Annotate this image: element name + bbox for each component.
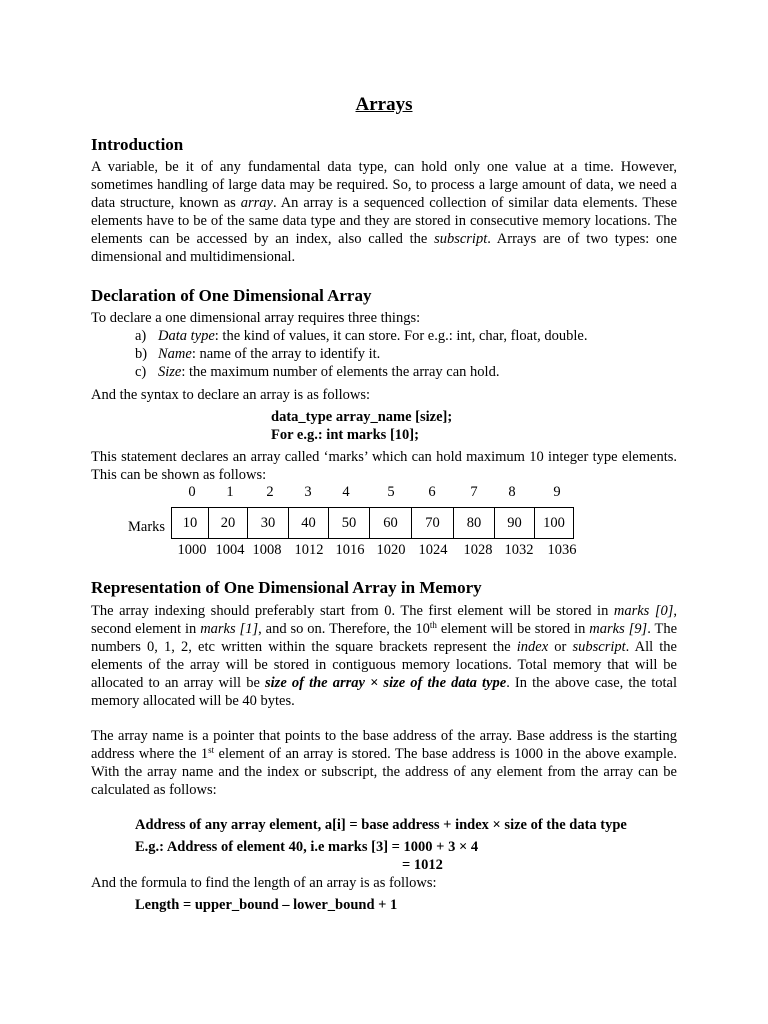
- base-address-paragraph: The array name is a pointer that points to the base address of the array. Base address is the starting address where the 1st element of an array is stored. The base address is 1000 in the above example. With the array name and the index or subscript, the address of any element from the array can be calculated as follows:: [91, 728, 677, 798]
- address-label: 1004: [215, 542, 245, 558]
- list-item: c) Size: the maximum number of elements the array can hold.: [135, 364, 500, 380]
- index-label: 9: [553, 484, 561, 500]
- array-cell: 20: [208, 507, 248, 539]
- address-label: 1024: [418, 542, 448, 558]
- address-label: 1012: [294, 542, 324, 558]
- index-label: 6: [428, 484, 436, 500]
- statement-paragraph: This statement declares an array called ‘marks’ which can hold maximum 10 integer type elements. This can be shown as follows:: [91, 449, 677, 483]
- representation-heading: Representation of One Dimensional Array in Memory: [91, 578, 482, 597]
- address-label: 1016: [335, 542, 365, 558]
- index-label: 7: [470, 484, 478, 500]
- array-cell: 100: [534, 507, 574, 539]
- index-label: 0: [188, 484, 196, 500]
- array-cell: 40: [288, 507, 329, 539]
- page-title: Arrays: [355, 94, 413, 115]
- address-example-result: = 1012: [402, 857, 443, 873]
- address-label: 1008: [252, 542, 282, 558]
- index-label: 8: [508, 484, 516, 500]
- address-formula: Address of any array element, a[i] = base address + index × size of the data type: [135, 817, 627, 833]
- syntax-example: For e.g.: int marks [10];: [271, 427, 419, 443]
- index-label: 3: [304, 484, 312, 500]
- index-label: 4: [342, 484, 350, 500]
- address-label: 1020: [376, 542, 406, 558]
- syntax-lead: And the syntax to declare an array is as follows:: [91, 387, 371, 403]
- array-cell: 50: [328, 507, 370, 539]
- address-label: 1032: [504, 542, 534, 558]
- array-cell: 70: [411, 507, 454, 539]
- declaration-lead: To declare a one dimensional array requires three things:: [91, 310, 421, 326]
- representation-paragraph: The array indexing should preferably start from 0. The first element will be stored in marks [0], second element in marks [1], and so on. Therefore, the 10th element will be stored in marks [9]. The numbers 0, 1, 2, etc written within the square brackets represent the index or subscript. All the elements of the array will be stored in contiguous memory locations. Total memory that will be allocated to an array will be size of the array × size of the data type. In the above case, the total memory allocated will be 40 bytes.: [91, 603, 678, 709]
- syntax-line: data_type array_name [size];: [271, 409, 453, 425]
- index-label: 1: [226, 484, 234, 500]
- address-label: 1036: [547, 542, 577, 558]
- array-cell: 10: [171, 507, 209, 539]
- length-formula: Length = upper_bound – lower_bound + 1: [135, 897, 398, 913]
- list-item: a) Data type: the kind of values, it can store. For e.g.: int, char, float, double.: [135, 328, 588, 344]
- list-item: b) Name: name of the array to identify it.: [135, 346, 381, 362]
- array-cell: 30: [247, 507, 289, 539]
- declaration-heading: Declaration of One Dimensional Array: [91, 286, 372, 305]
- array-name-label: Marks: [128, 519, 166, 535]
- requirements-list: [135, 327, 587, 381]
- array-cell: 60: [369, 507, 412, 539]
- length-lead: And the formula to find the length of an array is as follows:: [91, 875, 437, 891]
- address-label: 1028: [463, 542, 493, 558]
- intro-paragraph: A variable, be it of any fundamental data type, can hold only one value at a time. However, sometimes handling of large data may be required. So, to process a large amount of data, we need a data structure, known as array. An array is a sequenced collection of similar data elements. These elements have to be of the same data type and they are stored in consecutive memory locations. The elements can be accessed by an index, also called the subscript. Arrays are of two types: one dimensional and multidimensional.: [91, 159, 678, 265]
- index-label: 5: [387, 484, 395, 500]
- address-example: E.g.: Address of element 40, i.e marks [3] = 1000 + 3 × 4: [135, 839, 479, 855]
- index-label: 2: [266, 484, 274, 500]
- array-cell: 80: [453, 507, 495, 539]
- array-cell: 90: [494, 507, 535, 539]
- address-label: 1000: [177, 542, 207, 558]
- intro-heading: Introduction: [91, 135, 184, 154]
